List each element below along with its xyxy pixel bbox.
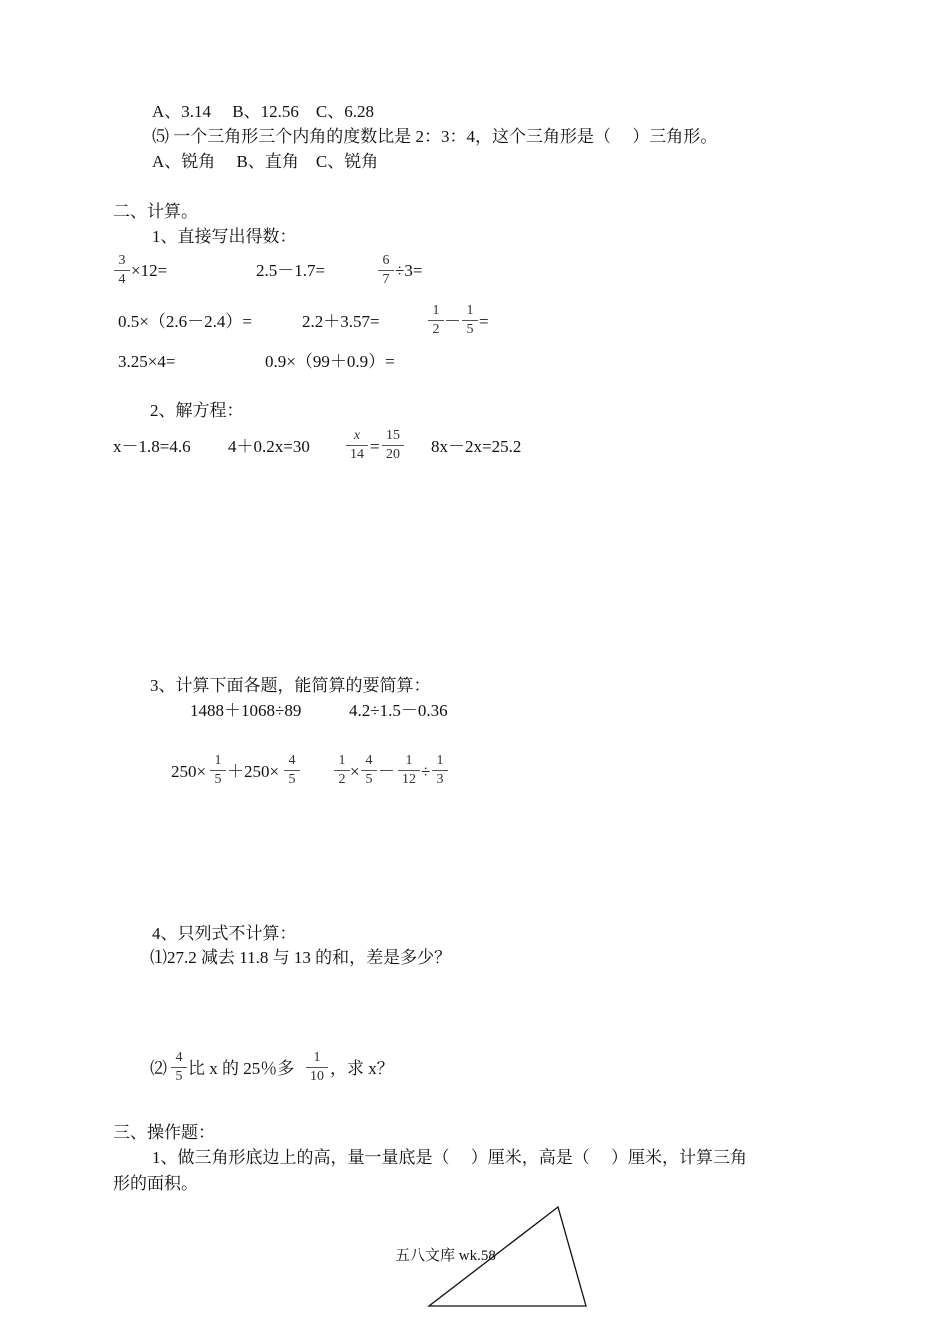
triangle-shape [429,1207,586,1306]
part4-question-1: ⑴27.2 减去 11.8 与 13 的和，差是多少？ [150,948,452,967]
fraction-4-5: 4 5 [283,753,301,788]
part3-title: 3、计算下面各题，能简算的要简算： [150,676,431,695]
expr-p3-2: 4.2÷1.5－0.36 [349,701,448,720]
fraction-3-4: 3 4 [113,253,131,288]
fraction-4-5: 4 5 [360,753,378,788]
fraction-1-12: 1 12 [397,753,421,788]
equation-1: x－1.8=4.6 [113,437,191,456]
fraction-4-5: 4 5 [170,1050,188,1085]
section3-title: 三、操作题： [113,1123,215,1142]
part4-question-2-text: 比 x 的 25％多 [188,1059,295,1078]
expr-r2-1: 0.5×（2.6－2.4）= [118,312,252,331]
fraction-1-10: 1 10 [305,1050,329,1085]
expr-r1-2: 2.5－1.7= [256,261,326,280]
minus-sign: － [444,312,461,331]
fraction-1-2: 1 2 [427,303,445,338]
equals-sign: = [479,312,489,331]
footer-watermark: 五八文库 wk.58 [395,1248,496,1264]
fraction-1-2: 1 2 [333,753,351,788]
fraction-1-5: 1 5 [461,303,479,338]
expr-r3-1: 3.25×4= [118,352,176,371]
expr-r3-2: 0.9×（99＋0.9）= [265,352,395,371]
q5-stem: ⑸ 一个三角形三个内角的度数比是 2：3：4，这个三角形是（ ）三角形。 [152,127,718,146]
section3-question-1: 1、做三角形底边上的高，量一量底是（ ）厘米，高是（ ）厘米，计算三角 [152,1148,747,1167]
equation-4: 8x－2x=25.2 [431,437,522,456]
fraction-1-3: 1 3 [431,753,449,788]
section2-title: 二、计算。 [113,202,198,221]
expr-p3-3b: ＋250× [227,762,280,781]
part4-question-2-tail: ，求 x？ [330,1059,394,1078]
fraction-x-14: x 14 [345,428,369,463]
expr-r1-1: ×12= [131,261,168,280]
q5-options: A、锐角 B、直角 C、锐角 [152,152,379,171]
q4-options: A、3.14 B、12.56 C、6.28 [152,102,374,121]
times-sign: × [350,762,360,781]
minus-sign: － [378,762,395,781]
section3-question-1-cont: 形的面积。 [113,1174,198,1193]
expr-r2-2: 2.2＋3.57= [302,312,380,331]
fraction-6-7: 6 7 [377,253,395,288]
fraction-1-5: 1 5 [209,753,227,788]
equation-2: 4＋0.2x=30 [228,437,310,456]
expr-p3-3a: 250× [171,762,207,781]
expr-r1-3: ÷3= [395,261,423,280]
equation-3-equals: = [370,437,380,456]
part4-question-2-num: ⑵ [150,1059,167,1078]
divide-sign: ÷ [421,762,431,781]
fraction-15-20: 15 20 [381,428,405,463]
part1-title: 1、直接写出得数： [152,227,297,246]
part2-title: 2、解方程： [150,401,244,420]
part4-title: 4、只列式不计算： [152,924,297,943]
expr-p3-1: 1488＋1068÷89 [190,701,302,720]
